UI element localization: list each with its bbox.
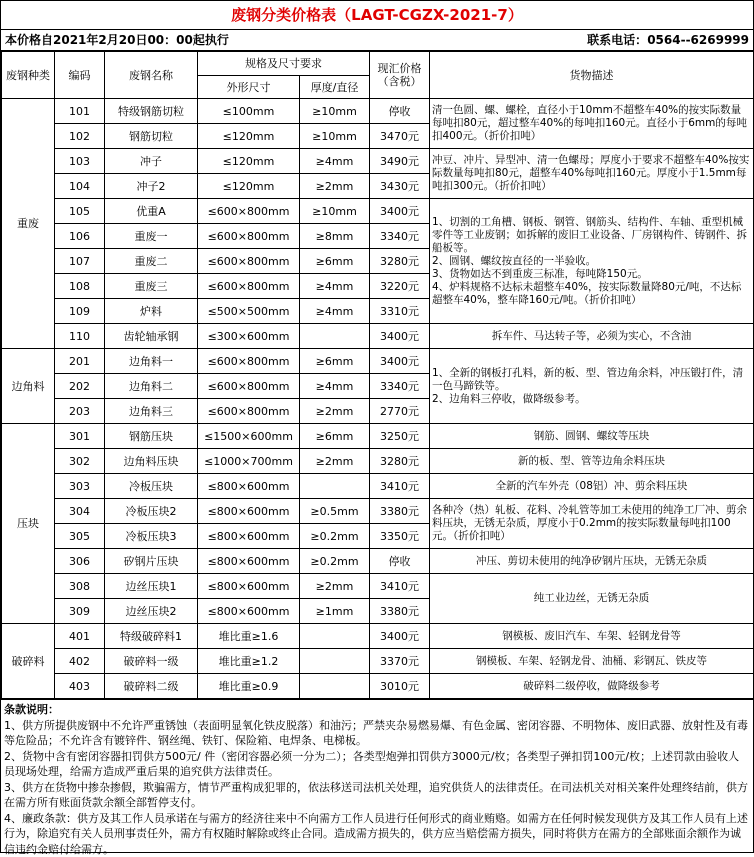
row-name: 冷板压块 (105, 474, 198, 499)
row-shape: ≤600×800mm (198, 224, 300, 249)
row-name: 边角料二 (105, 374, 198, 399)
row-shape: ≤100mm (198, 99, 300, 124)
row-shape: ≤120mm (198, 149, 300, 174)
row-thickness: ≥6mm (300, 249, 370, 274)
row-name: 特级钢筋切粒 (105, 99, 198, 124)
term-3: 3、供方在货物中掺杂掺假，欺骗需方，情节严重构成犯罪的，依法移送司法机关处理，追究供货人的法律责任。在司法机关对相关案件处理终结前，供方在需方所有账面货款余额全部暂停支付。 (4, 780, 750, 811)
row-code: 107 (55, 249, 105, 274)
row-shape: ≤800×600mm (198, 524, 300, 549)
row-price: 3410元 (370, 574, 430, 599)
row-name: 边角料一 (105, 349, 198, 374)
desc-306: 冲压、剪切未使用的纯净矽钢片压块，无锈无杂质 (430, 549, 754, 574)
row-code: 201 (55, 349, 105, 374)
row-name: 冷板压块2 (105, 499, 198, 524)
row-shape: ≤800×600mm (198, 549, 300, 574)
row-name: 重废一 (105, 224, 198, 249)
row-shape: ≤600×800mm (198, 349, 300, 374)
row-name: 冷板压块3 (105, 524, 198, 549)
header-price: 现汇价格（含税） (370, 52, 430, 99)
subheader (1, 30, 753, 51)
row-price: 3410元 (370, 474, 430, 499)
row-shape: ≤600×800mm (198, 374, 300, 399)
term-1: 1、供方所提供废钢中不允许严重锈蚀（表面明显氧化铁皮脱落）和油污；严禁夹杂易燃易爆、有色金属、密闭容器、不明物体、废旧武器、放射性及有毒等危险品；不允许含有镀锌件、钢丝绳、铁钉、保险箱、电焊条、电梯板。 (4, 718, 750, 749)
row-code: 102 (55, 124, 105, 149)
row-name: 边丝压块2 (105, 599, 198, 624)
desc-110: 拆车件、马达转子等，必须为实心，不含油 (430, 324, 754, 349)
row-code: 302 (55, 449, 105, 474)
header-code: 编码 (55, 52, 105, 99)
page-title: 废钢分类价格表（LAGT-CGZX-2021-7） (1, 1, 753, 30)
row-name: 破碎料一级 (105, 649, 198, 674)
header-spec: 规格及尺寸要求 (198, 52, 370, 76)
row-price: 3380元 (370, 499, 430, 524)
desc-303: 全新的汽车外壳（08铝）冲、剪余料压块 (430, 474, 754, 499)
row-thickness: ≥10mm (300, 99, 370, 124)
row-price: 3310元 (370, 299, 430, 324)
row-thickness: ≥8mm (300, 224, 370, 249)
row-shape: ≤600×800mm (198, 399, 300, 424)
row-shape: ≤800×600mm (198, 599, 300, 624)
desc-101: 清一色圆、螺、螺栓，直径小于10mm不超整车40%的按实际数量每吨扣80元，超过整车40%的每吨扣160元。直径小于6mm的每吨扣400元。（折价扣吨） (430, 99, 754, 149)
row-code: 108 (55, 274, 105, 299)
row-shape: 堆比重≥1.2 (198, 649, 300, 674)
header-shape: 外形尺寸 (198, 76, 300, 99)
row-shape: ≤300×600mm (198, 324, 300, 349)
row-thickness: ≥10mm (300, 124, 370, 149)
row-thickness (300, 674, 370, 699)
row-shape: ≤800×600mm (198, 574, 300, 599)
desc-401: 钢模板、废旧汽车、车架、轻钢龙骨等 (430, 624, 754, 649)
row-price: 停收 (370, 549, 430, 574)
desc-105-line-2: 2、圆钢、螺纹按直径的一半验收。 (432, 255, 751, 268)
row-price: 3370元 (370, 649, 430, 674)
row-thickness: ≥2mm (300, 174, 370, 199)
row-price: 3400元 (370, 349, 430, 374)
desc-403: 破碎料二级停收，做降级参考 (430, 674, 754, 699)
desc-105-line-1: 1、切割的工角槽、钢板、钢管、钢筋头、结构件、车轴、重型机械零件等工业废钢；如拆解的废旧工业设备、厂房钢构件、铸钢件、拆船板等。 (432, 216, 751, 255)
term-2: 2、货物中含有密闭容器扣罚供方500元/ 件（密闭容器必须一分为二）；各类型炮弹扣罚供方3000元/枚；各类型子弹扣罚100元/枚；上述罚款由验收人员现场处理，给需方造成严重后果的追究供方法律责任。 (4, 749, 750, 780)
row-name: 冲子 (105, 149, 198, 174)
row-shape: ≤500×500mm (198, 299, 300, 324)
row-thickness: ≥6mm (300, 349, 370, 374)
row-shape: ≤600×800mm (198, 274, 300, 299)
desc-105 (430, 199, 754, 324)
terms-section (1, 699, 753, 857)
row-thickness (300, 324, 370, 349)
row-price: 3400元 (370, 199, 430, 224)
header-thickness: 厚度/直径 (300, 76, 370, 99)
row-name: 冲子2 (105, 174, 198, 199)
row-name: 边丝压块1 (105, 574, 198, 599)
desc-105-line-4: 4、炉料规格不达标未超整车40%，按实际数量降80元/吨，不达标超整车40%，整车降160元/吨。（折价扣吨） (432, 281, 751, 307)
row-code: 403 (55, 674, 105, 699)
desc-304: 各种冷（热）轧板、花料、冷轧管等加工未使用的纯净工厂冲、剪余料压块，无锈无杂质，厚度小于0.2mm的按实际数量每吨扣100元。（折价扣吨） (430, 499, 754, 549)
desc-201-line-2: 2、边角料三停收，做降级参考。 (432, 393, 751, 406)
row-thickness: ≥2mm (300, 449, 370, 474)
row-thickness (300, 624, 370, 649)
row-price: 3350元 (370, 524, 430, 549)
row-name: 优重A (105, 199, 198, 224)
row-code: 402 (55, 649, 105, 674)
row-name: 边角料三 (105, 399, 198, 424)
row-price: 3400元 (370, 324, 430, 349)
row-shape: ≤1000×700mm (198, 449, 300, 474)
category-heavy: 重废 (2, 99, 55, 349)
category-bale: 压块 (2, 424, 55, 624)
row-code: 301 (55, 424, 105, 449)
row-code: 202 (55, 374, 105, 399)
row-thickness: ≥1mm (300, 599, 370, 624)
row-code: 303 (55, 474, 105, 499)
row-thickness: ≥10mm (300, 199, 370, 224)
price-table (1, 51, 754, 699)
row-name: 钢筋压块 (105, 424, 198, 449)
row-price: 3340元 (370, 224, 430, 249)
row-shape: ≤800×600mm (198, 499, 300, 524)
row-thickness: ≥0.2mm (300, 524, 370, 549)
row-code: 106 (55, 224, 105, 249)
row-code: 308 (55, 574, 105, 599)
terms-heading: 条款说明： (4, 702, 750, 718)
row-name: 特级破碎料1 (105, 624, 198, 649)
desc-105-line-3: 3、货物如达不到重废三标准，每吨降150元。 (432, 268, 751, 281)
row-thickness: ≥2mm (300, 574, 370, 599)
row-thickness: ≥4mm (300, 299, 370, 324)
row-name: 重废二 (105, 249, 198, 274)
effective-date: 本价格自2021年2月20日00：00起执行 (5, 30, 229, 50)
row-shape: ≤600×800mm (198, 249, 300, 274)
contact (587, 30, 749, 50)
desc-402: 钢模板、车架、轻钢龙骨、油桶、彩钢瓦、铁皮等 (430, 649, 754, 674)
row-code: 105 (55, 199, 105, 224)
row-thickness: ≥0.2mm (300, 549, 370, 574)
desc-201 (430, 349, 754, 424)
row-price: 3400元 (370, 624, 430, 649)
row-code: 203 (55, 399, 105, 424)
row-thickness (300, 649, 370, 674)
header-category: 废钢种类 (2, 52, 55, 99)
row-price: 停收 (370, 99, 430, 124)
row-name: 破碎料二级 (105, 674, 198, 699)
term-4: 4、廉政条款：供方及其工作人员承诺在与需方的经济往来中不向需方工作人员进行任何形式的商业贿赂。如需方在任何时候发现供方及其工作人员有上述行为，除追究有关人员刑事责任外，需方有权随时解除或终止合同。造成需方损失的，供方应当赔偿需方损失，同时将供方在需方的全部账面余额作为诚信违约金赔付给需方。 (4, 811, 750, 857)
row-shape: ≤120mm (198, 124, 300, 149)
category-crushed: 破碎料 (2, 624, 55, 699)
row-code: 104 (55, 174, 105, 199)
row-price: 3280元 (370, 449, 430, 474)
row-shape: ≤120mm (198, 174, 300, 199)
desc-301: 钢筋、圆钢、螺纹等压块 (430, 424, 754, 449)
row-price: 3340元 (370, 374, 430, 399)
row-code: 306 (55, 549, 105, 574)
row-shape: ≤600×800mm (198, 199, 300, 224)
row-thickness: ≥0.5mm (300, 499, 370, 524)
row-thickness: ≥6mm (300, 424, 370, 449)
row-code: 110 (55, 324, 105, 349)
row-code: 109 (55, 299, 105, 324)
header-name: 废钢名称 (105, 52, 198, 99)
row-name: 炉料 (105, 299, 198, 324)
row-thickness: ≥2mm (300, 399, 370, 424)
row-price: 3430元 (370, 174, 430, 199)
row-code: 305 (55, 524, 105, 549)
row-code: 401 (55, 624, 105, 649)
row-price: 3010元 (370, 674, 430, 699)
row-shape: ≤1500×600mm (198, 424, 300, 449)
row-price: 3280元 (370, 249, 430, 274)
row-price: 3490元 (370, 149, 430, 174)
row-shape: 堆比重≥1.6 (198, 624, 300, 649)
category-edge: 边角料 (2, 349, 55, 424)
phone-label: 联系电话： (587, 33, 647, 47)
row-name: 矽钢片压块 (105, 549, 198, 574)
row-code: 101 (55, 99, 105, 124)
row-price: 3380元 (370, 599, 430, 624)
row-thickness: ≥4mm (300, 149, 370, 174)
desc-201-line-1: 1、全新的钢板打孔料，新的板、型、管边角余料，冲压锻打件，清一色马蹄铁等。 (432, 367, 751, 393)
row-name: 重废三 (105, 274, 198, 299)
row-name: 齿轮轴承钢 (105, 324, 198, 349)
row-code: 304 (55, 499, 105, 524)
row-shape: 堆比重≥0.9 (198, 674, 300, 699)
row-thickness: ≥4mm (300, 274, 370, 299)
row-price: 3220元 (370, 274, 430, 299)
desc-302: 新的板、型、管等边角余料压块 (430, 449, 754, 474)
row-code: 309 (55, 599, 105, 624)
row-thickness: ≥4mm (300, 374, 370, 399)
row-name: 边角料压块 (105, 449, 198, 474)
row-thickness (300, 474, 370, 499)
row-price: 3470元 (370, 124, 430, 149)
header-desc: 货物描述 (430, 52, 754, 99)
row-name: 钢筋切粒 (105, 124, 198, 149)
desc-308: 纯工业边丝，无锈无杂质 (430, 574, 754, 624)
row-price: 3250元 (370, 424, 430, 449)
row-price: 2770元 (370, 399, 430, 424)
row-code: 103 (55, 149, 105, 174)
row-shape: ≤800×600mm (198, 474, 300, 499)
desc-103: 冲豆、冲片、异型冲、清一色螺母；厚度小于要求不超整车40%按实际数量每吨扣80元，超整车40%每吨扣160元。厚度小于1.5mm每吨扣300元。（折价扣吨） (430, 149, 754, 199)
phone-number: 0564--6269999 (647, 33, 749, 47)
